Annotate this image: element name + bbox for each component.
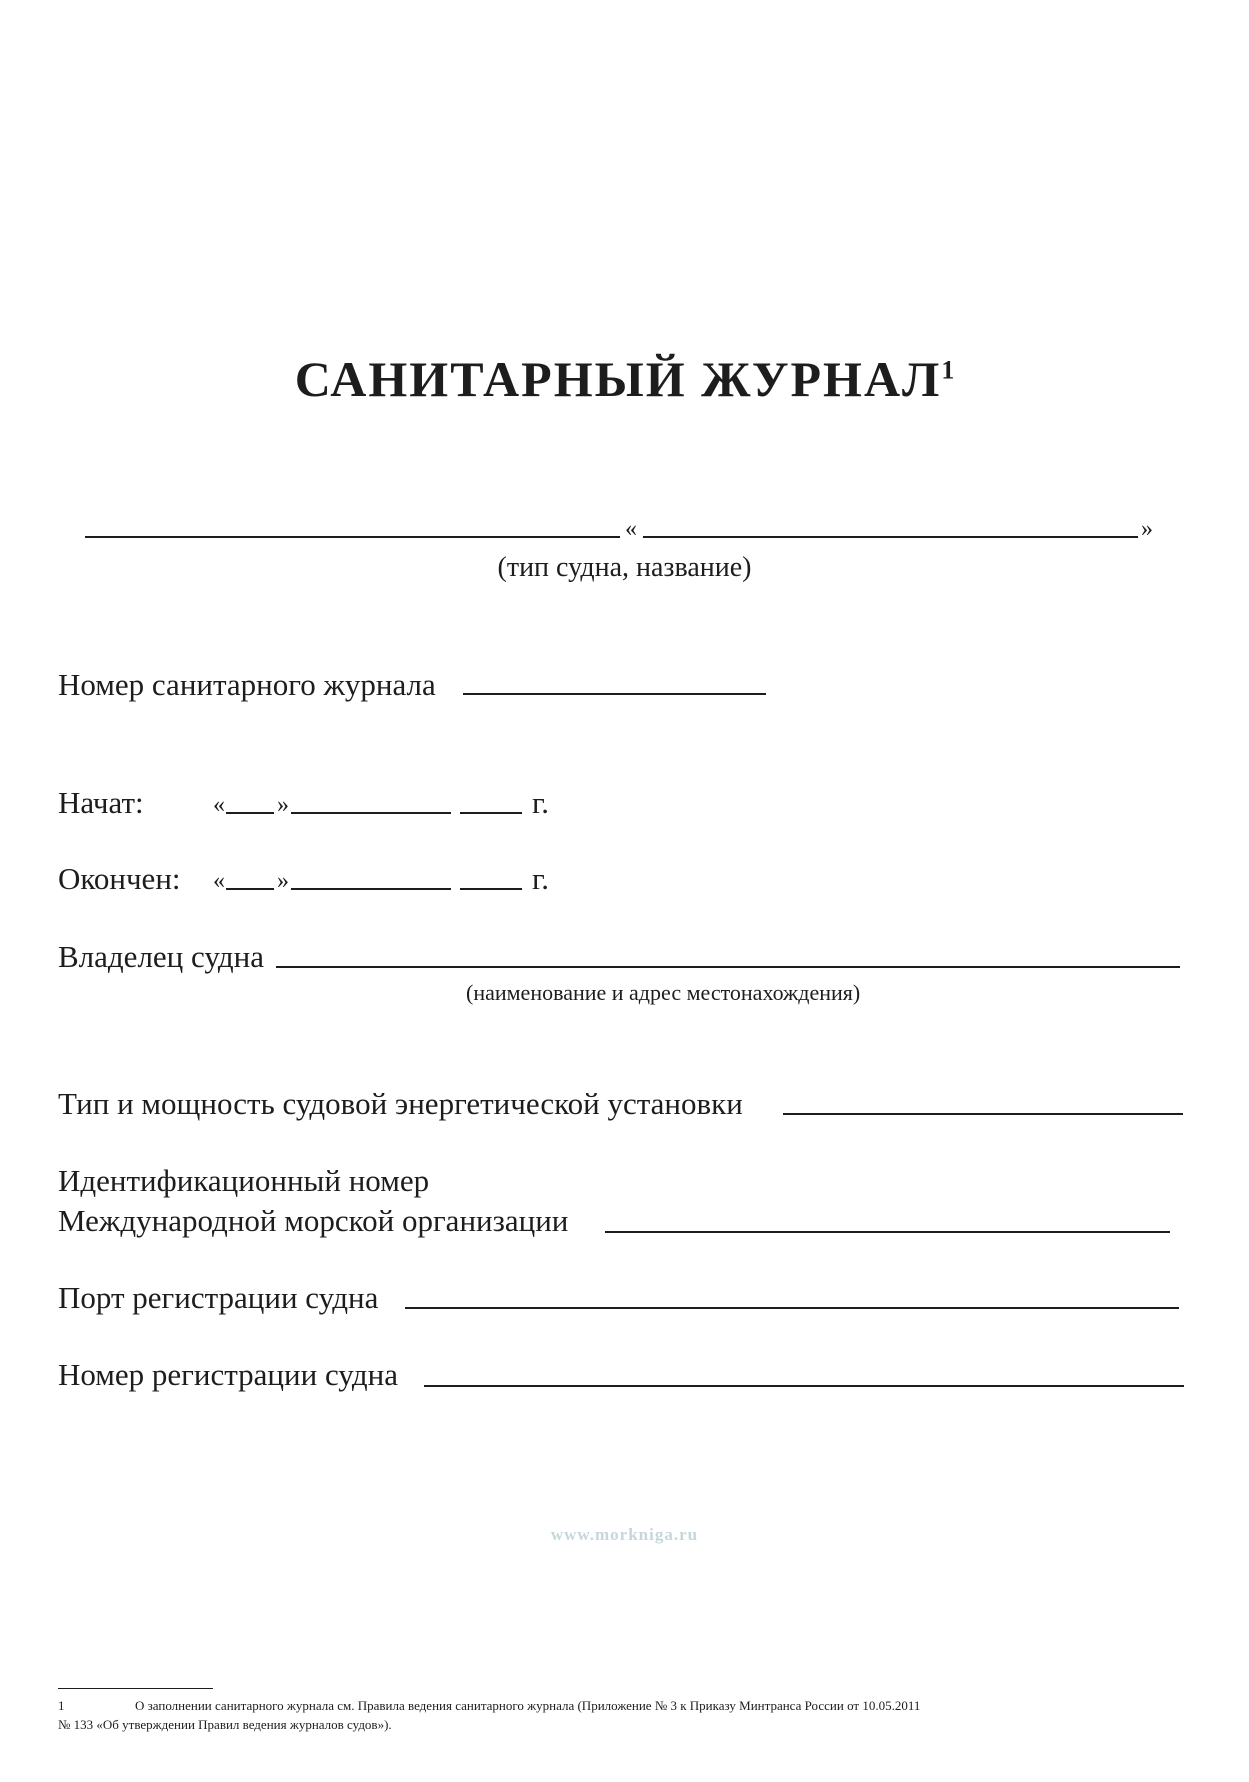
finished-open-quote: « xyxy=(213,868,225,894)
started-month-field[interactable] xyxy=(291,812,451,814)
footnote-line1: О заполнении санитарного журнала см. Правила ведения санитарного журнала (Приложение № 3 к Приказу Минтранса России от 10.05.2011 xyxy=(135,1698,921,1713)
started-year-field[interactable] xyxy=(460,812,522,814)
owner-field[interactable] xyxy=(276,966,1180,968)
started-label: Начат: xyxy=(58,785,144,820)
owner-caption: (наименование и адрес местонахождения) xyxy=(466,980,861,1005)
vessel-caption: (тип судна, название) xyxy=(497,552,752,583)
finished-year-suffix: г. xyxy=(532,861,549,896)
imo-label-line1: Идентификационный номер xyxy=(58,1163,430,1198)
watermark: www.morkniga.ru xyxy=(550,1525,699,1544)
port-field[interactable] xyxy=(405,1307,1179,1309)
journal-number-label: Номер санитарного журнала xyxy=(58,667,436,702)
port-label: Порт регистрации судна xyxy=(58,1280,379,1315)
vessel-name-open-quote: « xyxy=(625,516,637,542)
title-text: САНИТАРНЫЙ ЖУРНАЛ xyxy=(294,351,942,407)
owner-label: Владелец судна xyxy=(58,939,265,974)
started-day-field[interactable] xyxy=(226,812,274,814)
reg-number-label: Номер регистрации судна xyxy=(58,1357,398,1392)
title-footnote-mark: 1 xyxy=(941,355,955,385)
power-plant-label: Тип и мощность судовой энергетической установки xyxy=(58,1086,743,1121)
page-title xyxy=(0,350,1249,408)
started-open-quote: « xyxy=(213,792,225,818)
vessel-name-close-quote: » xyxy=(1141,516,1153,542)
footnote-number: 1 xyxy=(58,1698,65,1713)
finished-year-field[interactable] xyxy=(460,888,522,890)
finished-day-field[interactable] xyxy=(226,888,274,890)
imo-field[interactable] xyxy=(605,1231,1170,1233)
started-close-quote: » xyxy=(277,792,289,818)
footnote-line2: № 133 «Об утверждении Правил ведения журналов судов»). xyxy=(58,1717,392,1732)
reg-number-field[interactable] xyxy=(424,1385,1184,1387)
finished-close-quote: » xyxy=(277,868,289,894)
footnote-separator xyxy=(58,1688,213,1689)
journal-number-field[interactable] xyxy=(463,693,766,695)
power-plant-field[interactable] xyxy=(783,1113,1183,1115)
vessel-type-field[interactable] xyxy=(85,536,620,538)
finished-month-field[interactable] xyxy=(291,888,451,890)
finished-label: Окончен: xyxy=(58,861,181,896)
started-year-suffix: г. xyxy=(532,785,549,820)
vessel-name-field[interactable] xyxy=(643,536,1138,538)
imo-label-line2: Международной морской организации xyxy=(58,1203,569,1238)
